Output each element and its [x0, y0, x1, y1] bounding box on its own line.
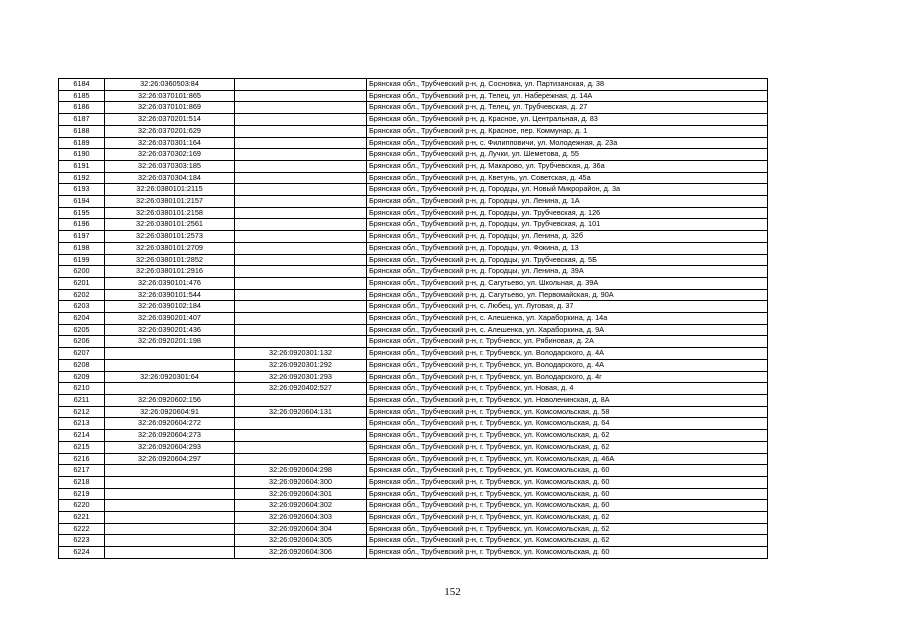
table-row — [59, 523, 768, 535]
row-number-cell: 6195 — [59, 207, 105, 219]
building-cadastral-cell: 32:26:0920604:305 — [235, 535, 367, 547]
building-cadastral-cell: 32:26:0920604:298 — [235, 465, 367, 477]
row-number-cell: 6186 — [59, 102, 105, 114]
row-number-cell: 6203 — [59, 301, 105, 313]
table-row — [59, 371, 768, 383]
building-cadastral-cell — [235, 196, 367, 208]
cadastral-number-cell: 32:26:0920602:156 — [105, 394, 235, 406]
address-cell: Брянская обл., Трубчевский р-н, г. Трубчевск, ул. Комсомольская, д. 60 — [367, 476, 768, 488]
cadastral-number-cell: 32:26:0390101:544 — [105, 289, 235, 301]
row-number-cell: 6204 — [59, 313, 105, 325]
address-cell: Брянская обл., Трубчевский р-н, с. Филипповичи, ул. Молодежная, д. 23а — [367, 137, 768, 149]
building-cadastral-cell — [235, 418, 367, 430]
cadastral-number-cell: 32:26:0370101:865 — [105, 90, 235, 102]
building-cadastral-cell: 32:26:0920301:292 — [235, 359, 367, 371]
cadastral-number-cell: 32:26:0920604:293 — [105, 441, 235, 453]
building-cadastral-cell — [235, 394, 367, 406]
building-cadastral-cell — [235, 441, 367, 453]
cadastral-number-cell: 32:26:0390201:436 — [105, 324, 235, 336]
address-cell: Брянская обл., Трубчевский р-н, д. Городцы, ул. Трубчевская, д. 126 — [367, 207, 768, 219]
row-number-cell: 6222 — [59, 523, 105, 535]
cadastral-number-cell: 32:26:0920604:272 — [105, 418, 235, 430]
table-row — [59, 172, 768, 184]
cadastral-number-cell — [105, 359, 235, 371]
cadastral-number-cell: 32:26:0920201:198 — [105, 336, 235, 348]
building-cadastral-cell — [235, 125, 367, 137]
building-cadastral-cell — [235, 430, 367, 442]
table-row — [59, 102, 768, 114]
cadastral-number-cell — [105, 465, 235, 477]
cadastral-number-cell: 32:26:0380101:2573 — [105, 231, 235, 243]
cadastral-number-cell: 32:26:0380101:2916 — [105, 266, 235, 278]
table-row — [59, 79, 768, 91]
row-number-cell: 6192 — [59, 172, 105, 184]
row-number-cell: 6223 — [59, 535, 105, 547]
building-cadastral-cell: 32:26:0920604:303 — [235, 512, 367, 524]
building-cadastral-cell — [235, 301, 367, 313]
table-row — [59, 430, 768, 442]
building-cadastral-cell — [235, 102, 367, 114]
table-row — [59, 90, 768, 102]
row-number-cell: 6224 — [59, 547, 105, 559]
building-cadastral-cell: 32:26:0920604:306 — [235, 547, 367, 559]
address-cell: Брянская обл., Трубчевский р-н, д. Кветунь, ул. Советская, д. 45а — [367, 172, 768, 184]
cadastral-number-cell: 32:26:0390201:407 — [105, 313, 235, 325]
address-cell: Брянская обл., Трубчевский р-н, д. Городцы, ул. Фокина, д. 13 — [367, 242, 768, 254]
row-number-cell: 6196 — [59, 219, 105, 231]
building-cadastral-cell — [235, 336, 367, 348]
table-row — [59, 196, 768, 208]
row-number-cell: 6201 — [59, 277, 105, 289]
row-number-cell: 6208 — [59, 359, 105, 371]
building-cadastral-cell: 32:26:0920301:293 — [235, 371, 367, 383]
cadastral-number-cell — [105, 512, 235, 524]
row-number-cell: 6202 — [59, 289, 105, 301]
row-number-cell: 6184 — [59, 79, 105, 91]
building-cadastral-cell — [235, 324, 367, 336]
row-number-cell: 6215 — [59, 441, 105, 453]
building-cadastral-cell — [235, 266, 367, 278]
address-cell: Брянская обл., Трубчевский р-н, д. Сагутьево, ул. Первомайская, д. 90А — [367, 289, 768, 301]
table-row — [59, 465, 768, 477]
building-cadastral-cell: 32:26:0920402:527 — [235, 383, 367, 395]
building-cadastral-cell — [235, 254, 367, 266]
row-number-cell: 6194 — [59, 196, 105, 208]
table-row — [59, 476, 768, 488]
address-cell: Брянская обл., Трубчевский р-н, г. Трубчевск, ул. Рябиновая, д. 2А — [367, 336, 768, 348]
building-cadastral-cell — [235, 90, 367, 102]
building-cadastral-cell — [235, 277, 367, 289]
cadastral-number-cell — [105, 488, 235, 500]
address-cell: Брянская обл., Трубчевский р-н, г. Трубчевск, ул. Комсомольская, д. 46А — [367, 453, 768, 465]
building-cadastral-cell — [235, 149, 367, 161]
address-cell: Брянская обл., Трубчевский р-н, г. Трубчевск, ул. Новая, д. 4 — [367, 383, 768, 395]
row-number-cell: 6199 — [59, 254, 105, 266]
cadastral-number-cell: 32:26:0380101:2852 — [105, 254, 235, 266]
table-row — [59, 406, 768, 418]
address-cell: Брянская обл., Трубчевский р-н, д. Красное, ул. Центральная, д. 83 — [367, 114, 768, 126]
address-cell: Брянская обл., Трубчевский р-н, г. Трубчевск, ул. Комсомольская, д. 60 — [367, 500, 768, 512]
row-number-cell: 6213 — [59, 418, 105, 430]
table-row — [59, 336, 768, 348]
address-cell: Брянская обл., Трубчевский р-н, д. Городцы, ул. Трубчевская, д. 101 — [367, 219, 768, 231]
table-row — [59, 266, 768, 278]
registry-table-body — [59, 79, 768, 559]
row-number-cell: 6197 — [59, 231, 105, 243]
address-cell: Брянская обл., Трубчевский р-н, г. Трубчевск, ул. Комсомольская, д. 62 — [367, 523, 768, 535]
row-number-cell: 6191 — [59, 160, 105, 172]
address-cell: Брянская обл., Трубчевский р-н, с. Любец, ул. Луговая, д. 37 — [367, 301, 768, 313]
table-row — [59, 313, 768, 325]
row-number-cell: 6200 — [59, 266, 105, 278]
address-cell: Брянская обл., Трубчевский р-н, д. Сагутьево, ул. Школьная, д. 39А — [367, 277, 768, 289]
row-number-cell: 6187 — [59, 114, 105, 126]
building-cadastral-cell — [235, 160, 367, 172]
row-number-cell: 6207 — [59, 348, 105, 360]
page-number: 152 — [444, 586, 461, 598]
row-number-cell: 6210 — [59, 383, 105, 395]
cadastral-number-cell — [105, 348, 235, 360]
cadastral-number-cell — [105, 523, 235, 535]
cadastral-number-cell: 32:26:0390102:184 — [105, 301, 235, 313]
building-cadastral-cell — [235, 114, 367, 126]
cadastral-number-cell: 32:26:0920604:273 — [105, 430, 235, 442]
row-number-cell: 6198 — [59, 242, 105, 254]
row-number-cell: 6206 — [59, 336, 105, 348]
cadastral-number-cell: 32:26:0920604:297 — [105, 453, 235, 465]
cadastral-number-cell: 32:26:0920604:91 — [105, 406, 235, 418]
cadastral-number-cell: 32:26:0370303:185 — [105, 160, 235, 172]
row-number-cell: 6221 — [59, 512, 105, 524]
building-cadastral-cell: 32:26:0920604:304 — [235, 523, 367, 535]
table-row — [59, 512, 768, 524]
cadastral-number-cell: 32:26:0380101:2158 — [105, 207, 235, 219]
cadastral-number-cell: 32:26:0370201:514 — [105, 114, 235, 126]
row-number-cell: 6205 — [59, 324, 105, 336]
cadastral-number-cell: 32:26:0370201:629 — [105, 125, 235, 137]
address-cell: Брянская обл., Трубчевский р-н, г. Трубчевск, ул. Комсомольская, д. 62 — [367, 535, 768, 547]
table-row — [59, 301, 768, 313]
address-cell: Брянская обл., Трубчевский р-н, д. Сосновка, ул. Партизанская, д. 38 — [367, 79, 768, 91]
building-cadastral-cell: 32:26:0920604:131 — [235, 406, 367, 418]
table-row — [59, 453, 768, 465]
address-cell: Брянская обл., Трубчевский р-н, д. Телец, ул. Трубчевская, д. 27 — [367, 102, 768, 114]
cadastral-number-cell: 32:26:0380101:2709 — [105, 242, 235, 254]
cadastral-number-cell — [105, 383, 235, 395]
row-number-cell: 6189 — [59, 137, 105, 149]
cadastral-number-cell: 32:26:0380101:2115 — [105, 184, 235, 196]
address-cell: Брянская обл., Трубчевский р-н, д. Городцы, ул. Ленина, д. 39А — [367, 266, 768, 278]
address-cell: Брянская обл., Трубчевский р-н, д. Лучки, ул. Шеметова, д. 55 — [367, 149, 768, 161]
row-number-cell: 6190 — [59, 149, 105, 161]
row-number-cell: 6188 — [59, 125, 105, 137]
table-row — [59, 231, 768, 243]
address-cell: Брянская обл., Трубчевский р-н, г. Трубчевск, ул. Володарского, д. 4А — [367, 348, 768, 360]
building-cadastral-cell — [235, 79, 367, 91]
building-cadastral-cell: 32:26:0920604:300 — [235, 476, 367, 488]
building-cadastral-cell — [235, 231, 367, 243]
cadastral-number-cell: 32:26:0370101:869 — [105, 102, 235, 114]
table-row — [59, 324, 768, 336]
table-row — [59, 125, 768, 137]
address-cell: Брянская обл., Трубчевский р-н, д. Красное, пер. Коммунар, д. 1 — [367, 125, 768, 137]
cadastral-number-cell: 32:26:0370301:164 — [105, 137, 235, 149]
table-row — [59, 547, 768, 559]
address-cell: Брянская обл., Трубчевский р-н, г. Трубчевск, ул. Комсомольская, д. 58 — [367, 406, 768, 418]
row-number-cell: 6209 — [59, 371, 105, 383]
row-number-cell: 6217 — [59, 465, 105, 477]
building-cadastral-cell: 32:26:0920604:302 — [235, 500, 367, 512]
building-cadastral-cell — [235, 313, 367, 325]
row-number-cell: 6214 — [59, 430, 105, 442]
table-row — [59, 500, 768, 512]
cadastral-number-cell — [105, 535, 235, 547]
table-row — [59, 383, 768, 395]
address-cell: Брянская обл., Трубчевский р-н, г. Трубчевск, ул. Володарского, д. 4А — [367, 359, 768, 371]
building-cadastral-cell — [235, 453, 367, 465]
building-cadastral-cell — [235, 242, 367, 254]
address-cell: Брянская обл., Трубчевский р-н, г. Трубчевск, ул. Комсомольская, д. 62 — [367, 441, 768, 453]
row-number-cell: 6185 — [59, 90, 105, 102]
address-cell: Брянская обл., Трубчевский р-н, д. Телец, ул. Набережная, д. 14А — [367, 90, 768, 102]
address-cell: Брянская обл., Трубчевский р-н, д. Городцы, ул. Ленина, д. 1А — [367, 196, 768, 208]
registry-table — [58, 78, 768, 559]
table-row — [59, 137, 768, 149]
address-cell: Брянская обл., Трубчевский р-н, г. Трубчевск, ул. Комсомольская, д. 62 — [367, 430, 768, 442]
address-cell: Брянская обл., Трубчевский р-н, г. Трубчевск, ул. Комсомольская, д. 60 — [367, 465, 768, 477]
building-cadastral-cell — [235, 137, 367, 149]
building-cadastral-cell: 32:26:0920604:301 — [235, 488, 367, 500]
cadastral-number-cell — [105, 476, 235, 488]
table-row — [59, 242, 768, 254]
building-cadastral-cell — [235, 172, 367, 184]
table-row — [59, 289, 768, 301]
building-cadastral-cell — [235, 207, 367, 219]
address-cell: Брянская обл., Трубчевский р-н, г. Трубчевск, ул. Володарского, д. 4г — [367, 371, 768, 383]
cadastral-number-cell: 32:26:0380101:2561 — [105, 219, 235, 231]
table-row — [59, 184, 768, 196]
address-cell: Брянская обл., Трубчевский р-н, г. Трубчевск, ул. Комсомольская, д. 64 — [367, 418, 768, 430]
address-cell: Брянская обл., Трубчевский р-н, с. Алешенка, ул. Хараборкина, д. 14а — [367, 313, 768, 325]
row-number-cell: 6193 — [59, 184, 105, 196]
table-row — [59, 114, 768, 126]
table-row — [59, 348, 768, 360]
address-cell: Брянская обл., Трубчевский р-н, г. Трубчевск, ул. Комсомольская, д. 60 — [367, 488, 768, 500]
row-number-cell: 6211 — [59, 394, 105, 406]
row-number-cell: 6218 — [59, 476, 105, 488]
cadastral-number-cell: 32:26:0370302:169 — [105, 149, 235, 161]
building-cadastral-cell — [235, 289, 367, 301]
address-cell: Брянская обл., Трубчевский р-н, д. Городцы, ул. Трубчевская, д. 5Б — [367, 254, 768, 266]
cadastral-number-cell: 32:26:0360503:84 — [105, 79, 235, 91]
address-cell: Брянская обл., Трубчевский р-н, г. Трубчевск, ул. Комсомольская, д. 60 — [367, 547, 768, 559]
cadastral-number-cell: 32:26:0390101:476 — [105, 277, 235, 289]
row-number-cell: 6220 — [59, 500, 105, 512]
cadastral-number-cell: 32:26:0920301:64 — [105, 371, 235, 383]
building-cadastral-cell — [235, 184, 367, 196]
building-cadastral-cell — [235, 219, 367, 231]
row-number-cell: 6219 — [59, 488, 105, 500]
table-row — [59, 277, 768, 289]
address-cell: Брянская обл., Трубчевский р-н, с. Алешенка, ул. Хараборкина, д. 9А — [367, 324, 768, 336]
row-number-cell: 6216 — [59, 453, 105, 465]
cadastral-number-cell — [105, 547, 235, 559]
address-cell: Брянская обл., Трубчевский р-н, д. Макарово, ул. Трубчевская, д. 36а — [367, 160, 768, 172]
cadastral-number-cell: 32:26:0370304:184 — [105, 172, 235, 184]
table-row — [59, 219, 768, 231]
address-cell: Брянская обл., Трубчевский р-н, д. Городцы, ул. Новый Микрорайон, д. 3а — [367, 184, 768, 196]
address-cell: Брянская обл., Трубчевский р-н, г. Трубчевск, ул. Новоленинская, д. 8А — [367, 394, 768, 406]
table-row — [59, 160, 768, 172]
address-cell: Брянская обл., Трубчевский р-н, г. Трубчевск, ул. Комсомольская, д. 62 — [367, 512, 768, 524]
cadastral-number-cell — [105, 500, 235, 512]
table-row — [59, 418, 768, 430]
table-row — [59, 488, 768, 500]
building-cadastral-cell: 32:26:0920301:132 — [235, 348, 367, 360]
table-row — [59, 535, 768, 547]
table-row — [59, 254, 768, 266]
table-row — [59, 149, 768, 161]
address-cell: Брянская обл., Трубчевский р-н, д. Городцы, ул. Ленина, д. 32б — [367, 231, 768, 243]
table-row — [59, 441, 768, 453]
row-number-cell: 6212 — [59, 406, 105, 418]
cadastral-number-cell: 32:26:0380101:2157 — [105, 196, 235, 208]
table-row — [59, 359, 768, 371]
table-row — [59, 394, 768, 406]
table-row — [59, 207, 768, 219]
